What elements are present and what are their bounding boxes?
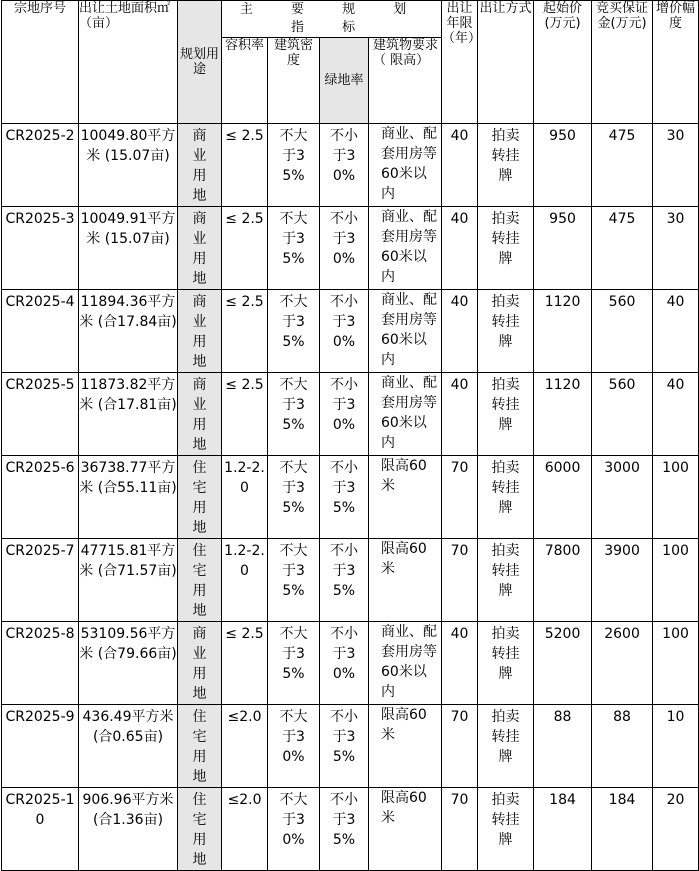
cell-planned-use: 商业用地 bbox=[178, 622, 222, 705]
cell-lease-term: 40 bbox=[442, 290, 478, 373]
cell-green-ratio: 不小于30% bbox=[320, 622, 369, 705]
header-deposit: 竞买保证金(万元) bbox=[592, 1, 653, 124]
cell-planned-use: 住宅用地 bbox=[178, 456, 222, 539]
header-far: 容积率 bbox=[222, 38, 268, 124]
cell-starting-price: 1120 bbox=[534, 373, 592, 456]
cell-transfer-method: 拍卖转挂牌 bbox=[478, 539, 534, 622]
table-row bbox=[2, 124, 699, 207]
cell-planned-use: 商业用地 bbox=[178, 124, 222, 207]
cell-lease-term: 70 bbox=[442, 539, 478, 622]
cell-height-requirement: 商业、配套用房等60米以内 bbox=[369, 124, 442, 207]
cell-starting-price: 950 bbox=[534, 124, 592, 207]
table-row bbox=[2, 539, 699, 622]
cell-lease-term: 40 bbox=[442, 373, 478, 456]
cell-price-increment: 10 bbox=[653, 705, 699, 788]
cell-planned-use: 商业用地 bbox=[178, 290, 222, 373]
cell-height-requirement: 限高60米 bbox=[369, 788, 442, 871]
cell-bid-deposit: 88 bbox=[592, 705, 653, 788]
cell-green-ratio: 不小于35% bbox=[320, 705, 369, 788]
cell-price-increment: 100 bbox=[653, 539, 699, 622]
cell-green-ratio: 不小于30% bbox=[320, 373, 369, 456]
cell-planned-use: 商业用地 bbox=[178, 373, 222, 456]
table-row bbox=[2, 290, 699, 373]
table-row bbox=[2, 788, 699, 871]
table-row bbox=[2, 207, 699, 290]
cell-land-area: 906.96平方米 (合1.36亩) bbox=[79, 788, 178, 871]
cell-building-density: 不大于35% bbox=[268, 290, 320, 373]
cell-bid-deposit: 560 bbox=[592, 290, 653, 373]
table-row bbox=[2, 456, 699, 539]
cell-bid-deposit: 475 bbox=[592, 124, 653, 207]
cell-bid-deposit: 2600 bbox=[592, 622, 653, 705]
header-height-req: 建筑物要求（ 限高） bbox=[369, 38, 442, 124]
cell-floor-area-ratio: ≤ 2.5 bbox=[222, 373, 268, 456]
cell-height-requirement: 限高60米 bbox=[369, 456, 442, 539]
cell-land-area: 36738.77平方米 (合55.11亩) bbox=[79, 456, 178, 539]
cell-building-density: 不大于35% bbox=[268, 124, 320, 207]
header-method: 出让方式 bbox=[478, 1, 534, 124]
cell-transfer-method: 拍卖转挂牌 bbox=[478, 622, 534, 705]
cell-land-area: 11894.36平方米 (合17.84亩) bbox=[79, 290, 178, 373]
cell-building-density: 不大于35% bbox=[268, 622, 320, 705]
cell-lease-term: 70 bbox=[442, 456, 478, 539]
table-row bbox=[2, 705, 699, 788]
cell-lot-number: CR2025-8 bbox=[2, 622, 79, 705]
cell-lot-number: CR2025-10 bbox=[2, 788, 79, 871]
cell-starting-price: 5200 bbox=[534, 622, 592, 705]
cell-lot-number: CR2025-9 bbox=[2, 705, 79, 788]
cell-bid-deposit: 184 bbox=[592, 788, 653, 871]
cell-planned-use: 住宅用地 bbox=[178, 539, 222, 622]
cell-building-density: 不大于30% bbox=[268, 788, 320, 871]
cell-land-area: 10049.91平方米 (15.07亩) bbox=[79, 207, 178, 290]
cell-floor-area-ratio: ≤ 2.5 bbox=[222, 290, 268, 373]
cell-price-increment: 30 bbox=[653, 124, 699, 207]
cell-green-ratio: 不小于35% bbox=[320, 788, 369, 871]
cell-floor-area-ratio: ≤ 2.5 bbox=[222, 207, 268, 290]
cell-land-area: 47715.81平方米 (合71.57亩) bbox=[79, 539, 178, 622]
table-row bbox=[2, 622, 699, 705]
land-auction-table bbox=[1, 0, 699, 871]
cell-bid-deposit: 560 bbox=[592, 373, 653, 456]
header-main-indicators: 主 要 规 划 指 标 bbox=[222, 1, 442, 38]
cell-height-requirement: 限高60米 bbox=[369, 705, 442, 788]
cell-lot-number: CR2025-5 bbox=[2, 373, 79, 456]
header-green: 绿地率 bbox=[320, 38, 369, 124]
table-row bbox=[2, 373, 699, 456]
cell-green-ratio: 不小于30% bbox=[320, 290, 369, 373]
cell-starting-price: 950 bbox=[534, 207, 592, 290]
cell-building-density: 不大于35% bbox=[268, 207, 320, 290]
cell-land-area: 11873.82平方米 (合17.81亩) bbox=[79, 373, 178, 456]
cell-transfer-method: 拍卖转挂牌 bbox=[478, 207, 534, 290]
cell-bid-deposit: 3000 bbox=[592, 456, 653, 539]
header-row-1 bbox=[2, 1, 699, 38]
cell-price-increment: 20 bbox=[653, 788, 699, 871]
cell-floor-area-ratio: ≤ 2.5 bbox=[222, 124, 268, 207]
cell-starting-price: 1120 bbox=[534, 290, 592, 373]
cell-lease-term: 40 bbox=[442, 207, 478, 290]
cell-lease-term: 40 bbox=[442, 622, 478, 705]
cell-transfer-method: 拍卖转挂牌 bbox=[478, 290, 534, 373]
cell-height-requirement: 限高60米 bbox=[369, 539, 442, 622]
cell-lot-number: CR2025-4 bbox=[2, 290, 79, 373]
cell-building-density: 不大于30% bbox=[268, 705, 320, 788]
cell-planned-use: 住宅用地 bbox=[178, 705, 222, 788]
cell-transfer-method: 拍卖转挂牌 bbox=[478, 456, 534, 539]
header-lot-no: 宗地序号 bbox=[2, 1, 79, 124]
cell-transfer-method: 拍卖转挂牌 bbox=[478, 373, 534, 456]
cell-land-area: 436.49平方米 (合0.65亩) bbox=[79, 705, 178, 788]
header-density: 建筑密度 bbox=[268, 38, 320, 124]
cell-land-area: 10049.80平方米 (15.07亩) bbox=[79, 124, 178, 207]
cell-starting-price: 88 bbox=[534, 705, 592, 788]
header-area: 出让土地面积㎡（亩） bbox=[79, 1, 178, 124]
cell-green-ratio: 不小于30% bbox=[320, 124, 369, 207]
cell-floor-area-ratio: 1.2-2.0 bbox=[222, 539, 268, 622]
cell-height-requirement: 商业、配套用房等60米以内 bbox=[369, 622, 442, 705]
cell-price-increment: 40 bbox=[653, 373, 699, 456]
cell-floor-area-ratio: ≤ 2.5 bbox=[222, 622, 268, 705]
cell-floor-area-ratio: 1.2-2.0 bbox=[222, 456, 268, 539]
header-increment: 增价幅度 bbox=[653, 1, 699, 124]
header-start-price: 起始价(万元) bbox=[534, 1, 592, 124]
cell-price-increment: 30 bbox=[653, 207, 699, 290]
cell-starting-price: 6000 bbox=[534, 456, 592, 539]
cell-green-ratio: 不小于35% bbox=[320, 456, 369, 539]
cell-building-density: 不大于35% bbox=[268, 539, 320, 622]
cell-building-density: 不大于35% bbox=[268, 456, 320, 539]
cell-height-requirement: 商业、配套用房等60米以内 bbox=[369, 290, 442, 373]
cell-transfer-method: 拍卖转挂牌 bbox=[478, 124, 534, 207]
cell-lot-number: CR2025-6 bbox=[2, 456, 79, 539]
cell-lease-term: 70 bbox=[442, 788, 478, 871]
cell-green-ratio: 不小于30% bbox=[320, 207, 369, 290]
cell-transfer-method: 拍卖转挂牌 bbox=[478, 788, 534, 871]
cell-planned-use: 住宅用地 bbox=[178, 788, 222, 871]
cell-land-area: 53109.56平方米 (合79.66亩) bbox=[79, 622, 178, 705]
cell-starting-price: 184 bbox=[534, 788, 592, 871]
cell-price-increment: 40 bbox=[653, 290, 699, 373]
cell-height-requirement: 商业、配套用房等60米以内 bbox=[369, 373, 442, 456]
cell-bid-deposit: 475 bbox=[592, 207, 653, 290]
cell-floor-area-ratio: ≤2.0 bbox=[222, 705, 268, 788]
cell-lot-number: CR2025-3 bbox=[2, 207, 79, 290]
cell-bid-deposit: 3900 bbox=[592, 539, 653, 622]
cell-lot-number: CR2025-7 bbox=[2, 539, 79, 622]
cell-price-increment: 100 bbox=[653, 622, 699, 705]
header-use: 规划用途 bbox=[178, 1, 222, 124]
cell-floor-area-ratio: ≤2.0 bbox=[222, 788, 268, 871]
cell-building-density: 不大于35% bbox=[268, 373, 320, 456]
cell-price-increment: 100 bbox=[653, 456, 699, 539]
cell-transfer-method: 拍卖转挂牌 bbox=[478, 705, 534, 788]
cell-planned-use: 商业用地 bbox=[178, 207, 222, 290]
cell-starting-price: 7800 bbox=[534, 539, 592, 622]
cell-height-requirement: 商业、配套用房等60米以内 bbox=[369, 207, 442, 290]
cell-green-ratio: 不小于35% bbox=[320, 539, 369, 622]
cell-lot-number: CR2025-2 bbox=[2, 124, 79, 207]
header-term: 出让年限（年） bbox=[442, 1, 478, 124]
cell-lease-term: 40 bbox=[442, 124, 478, 207]
cell-lease-term: 70 bbox=[442, 705, 478, 788]
